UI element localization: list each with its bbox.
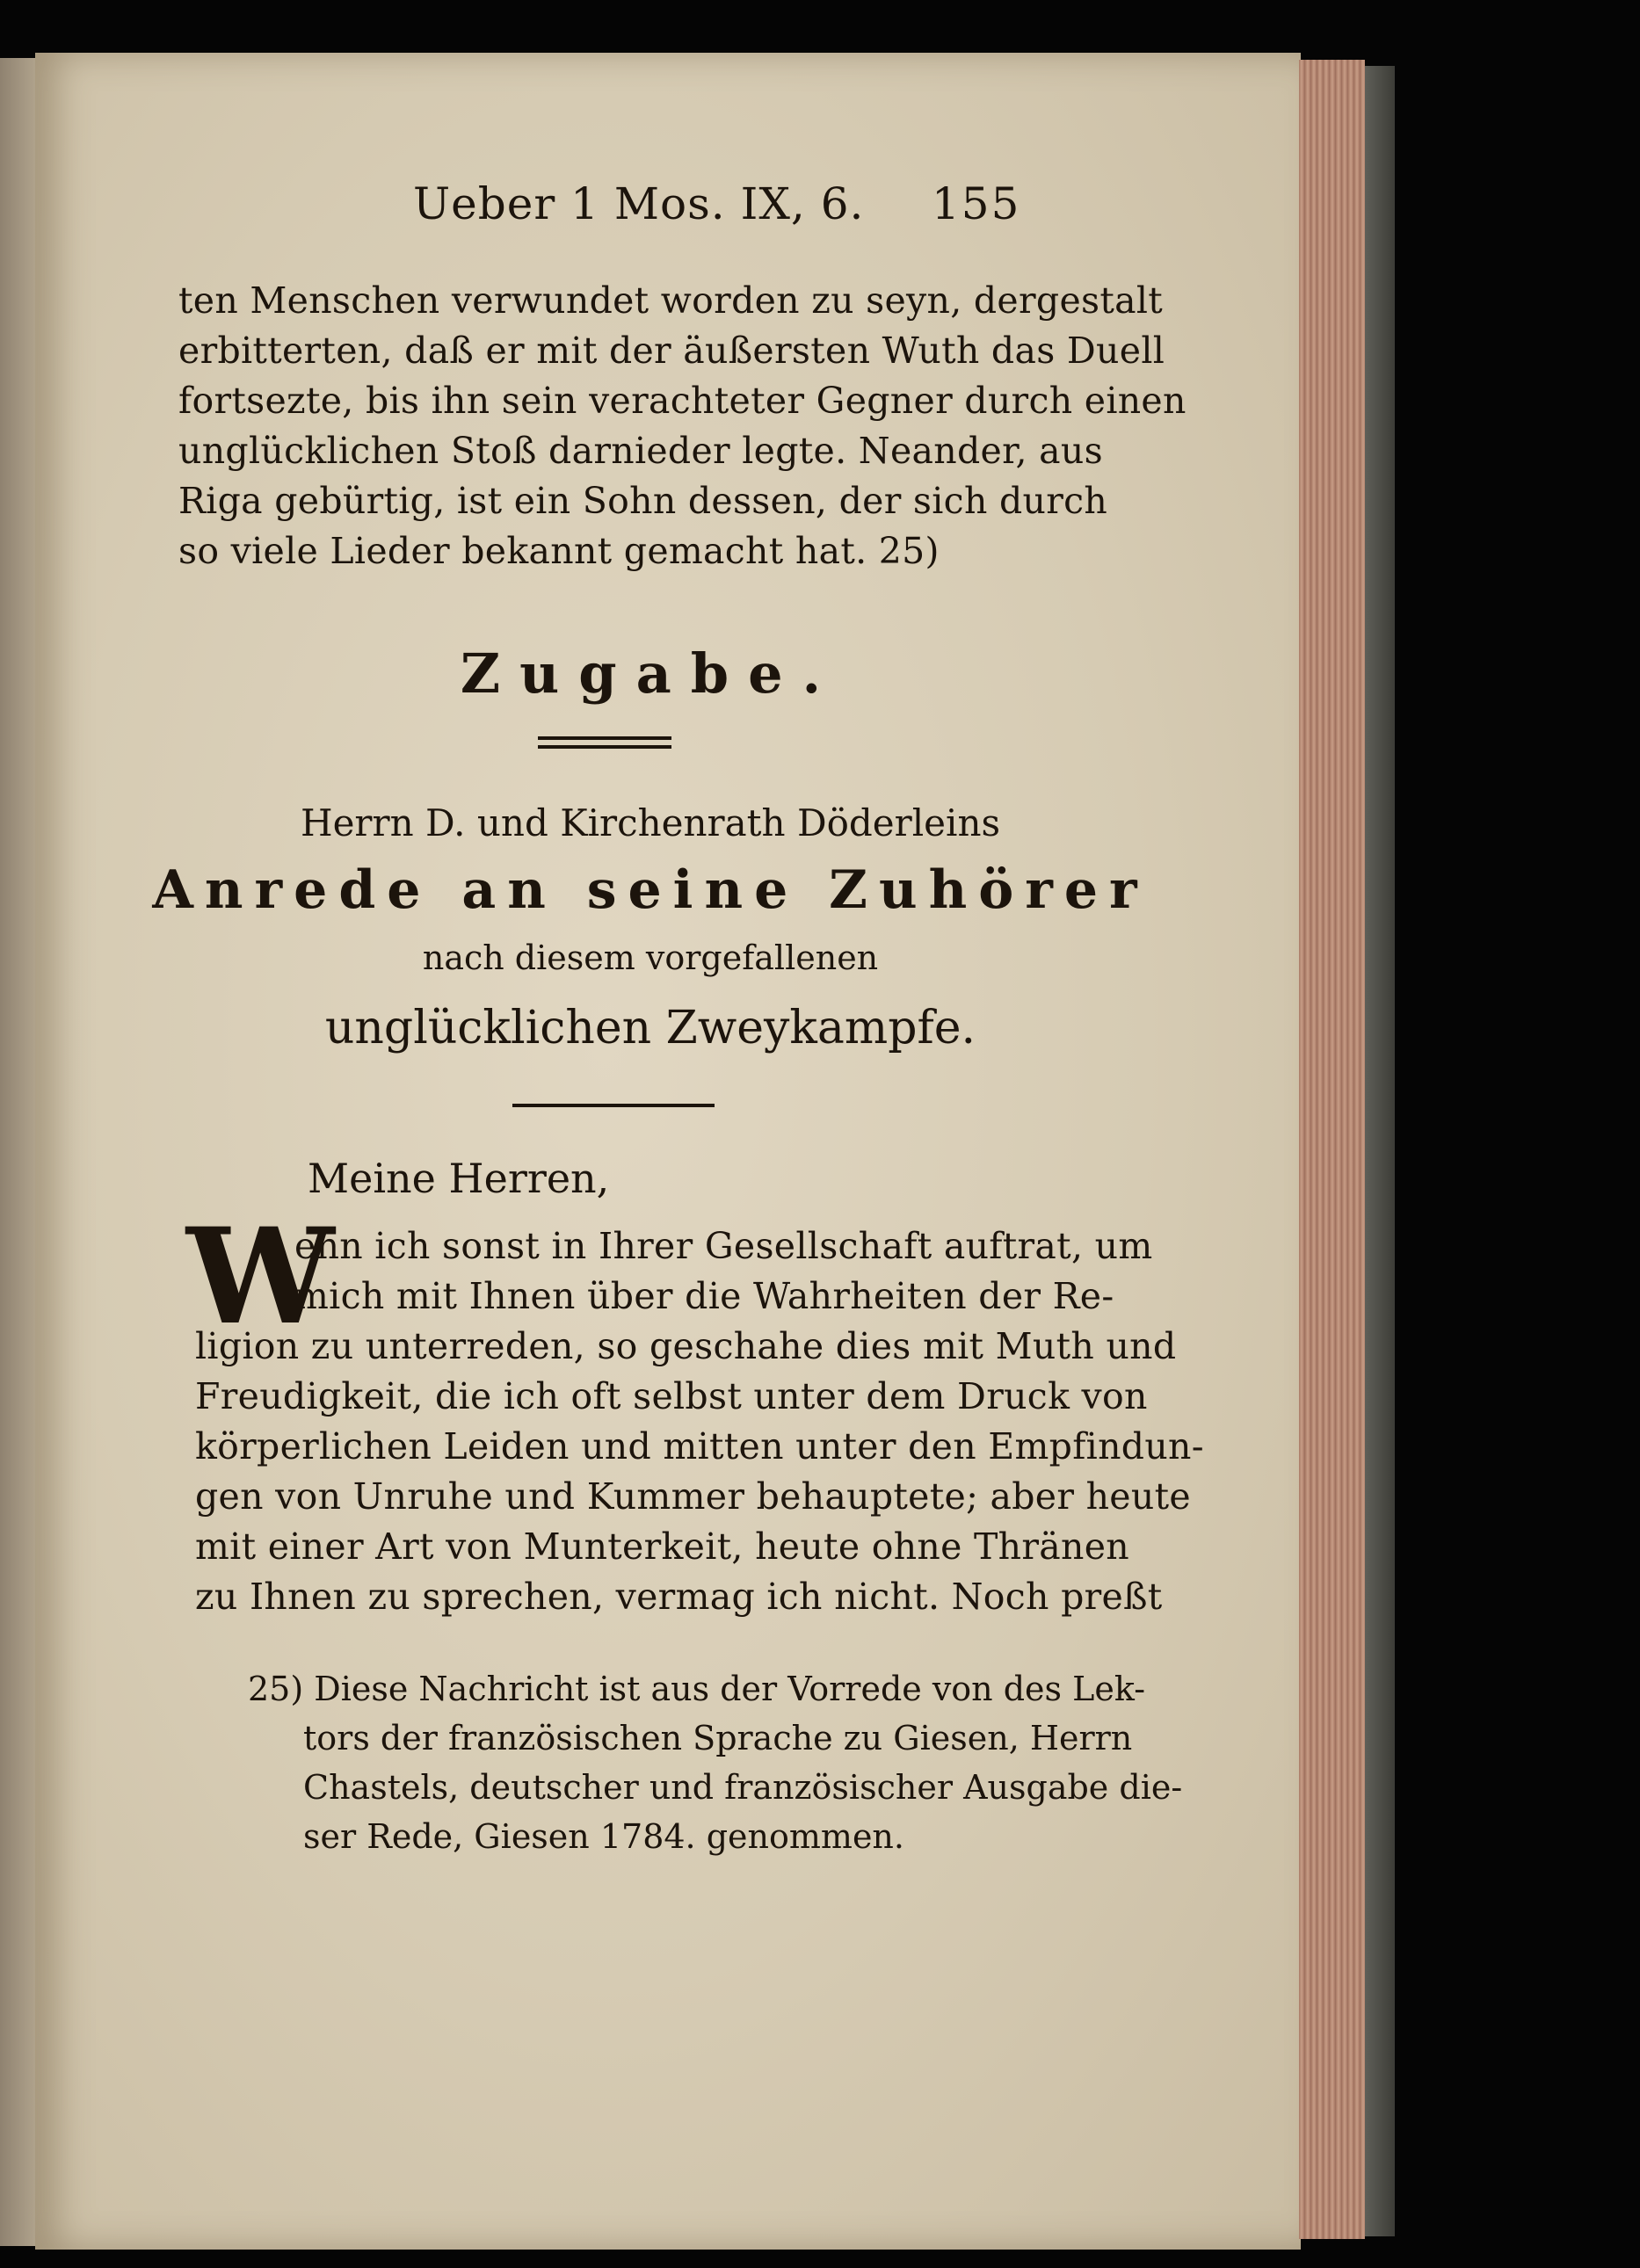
speech-line: gen von Unruhe und Kummer behauptete; aber heute [195, 1475, 1191, 1518]
speech-line: ligion zu unterreden, so geschahe dies mit Muth und [195, 1325, 1177, 1367]
speech-line: zu Ihnen zu sprechen, vermag ich nicht. Noch preßt [195, 1576, 1163, 1618]
footnote-line: Chastels, deutscher und französischer Ausgabe die- [303, 1768, 1183, 1807]
page-number: 155 [932, 178, 1021, 229]
salutation: Meine Herren, [308, 1155, 610, 1202]
title-line-3: nach diesem vorgefallenen [422, 938, 879, 977]
title-line-4: unglücklichen Zweykampfe. [324, 1002, 976, 1054]
speech-line: körperlichen Leiden und mitten unter den Empfindun- [195, 1425, 1204, 1467]
title-line-1: Herrn D. und Kirchenrath Döderleins [300, 801, 1001, 844]
double-rule-divider [538, 736, 671, 749]
continuation-line: erbitterten, daß er mit der äußersten Wuth das Duell [178, 330, 1165, 372]
title-line-2: Anrede an seine Zuhörer [152, 859, 1149, 921]
continuation-line: unglücklichen Stoß darnieder legte. Neander, aus [178, 430, 1103, 472]
speech-line: mich mit Ihnen über die Wahrheiten der Re- [294, 1275, 1114, 1317]
continuation-line: ten Menschen verwundet worden zu seyn, dergestalt [178, 279, 1164, 322]
drop-cap: W [186, 1199, 335, 1354]
page-edges [1299, 60, 1365, 2239]
book-cover-edge [1365, 66, 1395, 2236]
footnote-line: tors der französischen Sprache zu Giesen, Herrn [303, 1719, 1133, 1757]
footnote-line: ser Rede, Giesen 1784. genommen. [303, 1817, 904, 1856]
speech-line: enn ich sonst in Ihrer Gesellschaft auftrat, um [294, 1225, 1153, 1267]
continuation-line: so viele Lieder bekannt gemacht hat. 25) [178, 530, 940, 572]
footnote-line: 25) Diese Nachricht ist aus der Vorrede von des Lek- [248, 1670, 1146, 1708]
speech-line: Freudigkeit, die ich oft selbst unter dem Druck von [195, 1375, 1148, 1417]
speech-line: mit einer Art von Munterkeit, heute ohne Thränen [195, 1525, 1129, 1568]
rule-divider [512, 1104, 715, 1107]
continuation-line: Riga gebürtig, ist ein Sohn dessen, der sich durch [178, 480, 1108, 522]
continuation-line: fortsezte, bis ihn sein verachteter Gegner durch einen [178, 380, 1186, 422]
running-head-title: Ueber 1 Mos. IX, 6. [413, 178, 865, 229]
section-heading: Zugabe. [460, 641, 841, 706]
